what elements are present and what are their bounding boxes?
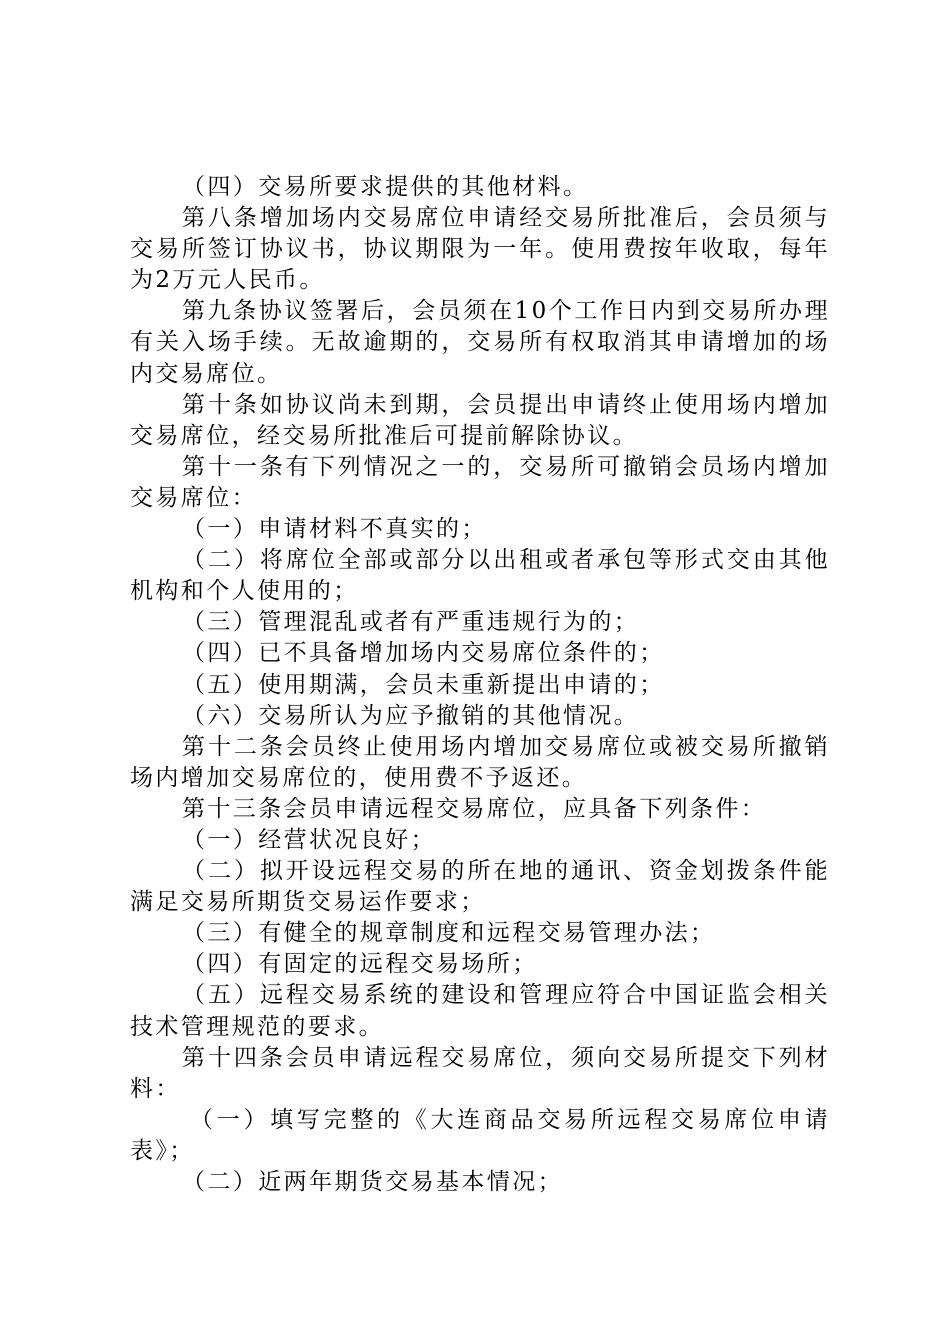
paragraph-article-8: 第八条增加场内交易席位申请经交易所批准后，会员须与交易所签订协议书，协议期限为一年。使用费按年收取，每年为2万元人民币。 [130, 205, 830, 294]
paragraph-article-13-item-1: （一）经营状况良好； [182, 826, 436, 853]
paragraph-article-14-item-2: （二）近两年期货交易基本情况； [182, 1169, 563, 1195]
paragraph-article-12: 第十二条会员终止使用场内增加交易席位或被交易所撤销场内增加交易席位的，使用费不予返还。 [130, 733, 830, 791]
paragraph-article-13: 第十三条会员申请远程交易席位，应具备下列条件： [182, 795, 767, 822]
paragraph-article-11-item-2: （二）将席位全部或部分以出租或者承包等形式交由其他机构和个人使用的； [130, 547, 830, 605]
paragraph-article-11-item-4: （四）已不具备增加场内交易席位条件的； [182, 640, 665, 667]
paragraph-article-13-item-5: （五）远程交易系统的建设和管理应符合中国证监会相关技术管理规范的要求。 [130, 982, 830, 1040]
paragraph-article-13-item-4: （四）有固定的远程交易场所； [182, 951, 538, 978]
paragraph-article-10: 第十条如协议尚未到期，会员提出申请终止使用场内增加交易席位，经交易所批准后可提前解除协议。 [130, 391, 830, 449]
paragraph-article-14-item-1: （一）填写完整的《大连商品交易所远程交易席位申请表》； [130, 1106, 830, 1164]
paragraph-article-9: 第九条协议签署后，会员须在10个工作日内到交易所办理有关入场手续。无故逾期的，交易所有权取消其申请增加的场内交易席位。 [130, 298, 830, 387]
paragraph-article-11: 第十一条有下列情况之一的，交易所可撤销会员场内增加交易席位： [130, 453, 830, 511]
document-body [130, 172, 830, 1198]
paragraph-article-11-item-3: （三）管理混乱或者有严重违规行为的； [182, 609, 640, 636]
paragraph-item-4-materials: （四）交易所要求提供的其他材料。 [182, 174, 589, 200]
paragraph-article-14: 第十四条会员申请远程交易席位，须向交易所提交下列材料： [130, 1044, 830, 1102]
paragraph-article-13-item-2: （二）拟开设远程交易的所在地的通讯、资金划拨条件能满足交易所期货交易运作要求； [130, 858, 830, 916]
paragraph-article-11-item-6: （六）交易所认为应予撤销的其他情况。 [182, 702, 640, 729]
paragraph-article-11-item-5: （五）使用期满，会员未重新提出申请的； [182, 671, 665, 698]
paragraph-article-11-item-1: （一）申请材料不真实的； [182, 516, 487, 543]
paragraph-article-13-item-3: （三）有健全的规章制度和远程交易管理办法； [182, 920, 716, 947]
